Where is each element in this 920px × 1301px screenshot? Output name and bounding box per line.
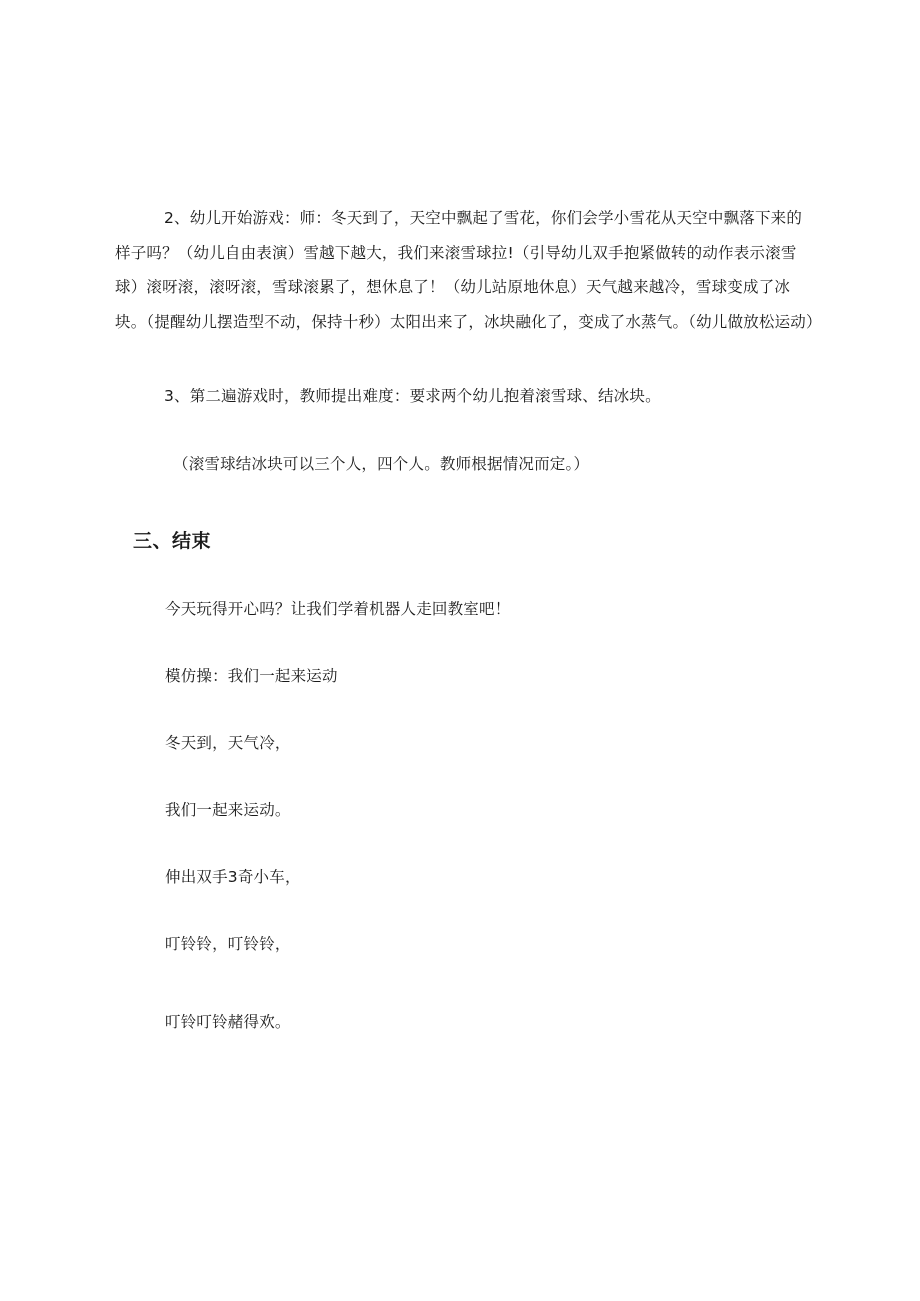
- paragraph-step-3: 3、第二遍游戏时，教师提出难度：要求两个幼儿抱着滚雪球、结冰块。: [164, 387, 661, 405]
- paragraph-step-2: 2、幼儿开始游戏：师：冬天到了，天空中飘起了雪花，你们会学小雪花从天空中飘落下来的样子吗？（幼儿自由表演）雪越下越大，我们来滚雪球拉!（引导幼儿双手抱紧做转的动作表示滚雪球）滚呀滚，滚呀滚，雪球滚累了，想休息了！（幼儿站原地休息）天气越来越冷，雪球变成了冰块。（提醒幼儿摆造型不动，保持十秒）太阳出来了，冰块融化了，变成了水蒸气。（幼儿做放松运动）: [115, 209, 822, 331]
- rhyme-title-line: 模仿操：我们一起来运动: [165, 667, 338, 685]
- rhyme-line: 冬天到，天气冷，: [165, 734, 291, 752]
- rhyme-line: 叮铃铃，叮铃铃，: [165, 935, 291, 953]
- section-heading-end: 三、结束: [133, 530, 212, 552]
- closing-line: 今天玩得开心吗？让我们学着机器人走回教室吧！: [165, 600, 511, 618]
- rhyme-line: 我们一起来运动。: [165, 801, 291, 819]
- rhyme-line: 伸出双手3奇小车，: [165, 868, 301, 886]
- paragraph-note: （滚雪球结冰块可以三个人，四个人。教师根据情况而定。）: [173, 455, 590, 473]
- rhyme-line: 叮铃叮铃赭得欢。: [165, 1013, 291, 1031]
